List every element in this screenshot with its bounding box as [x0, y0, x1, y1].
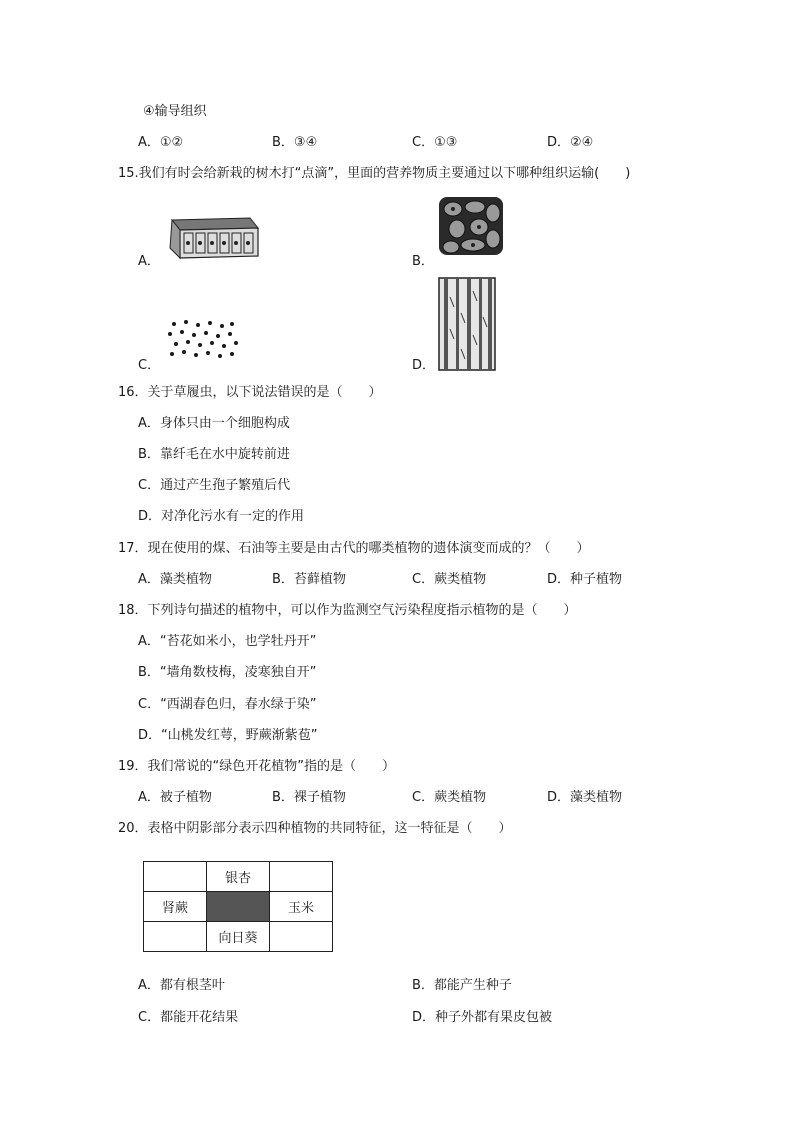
protective-tissue-icon [162, 214, 262, 262]
table-cell-empty [270, 862, 333, 892]
q15-stem: 15.我们有时会给新栽的树木打“点滴”，里面的营养物质主要通过以下哪种组织运输( ) [118, 166, 631, 181]
q16-option-d[interactable]: D．对净化污水有一定的作用 [138, 509, 305, 524]
q16-option-b[interactable]: B．靠纤毛在水中旋转前进 [138, 447, 290, 462]
q20-stem: 20．表格中阴影部分表示四种植物的共同特征，这一特征是（ ） [118, 821, 512, 836]
q18-option-d[interactable]: D．“山桃发红萼，野蕨渐紫苞” [138, 728, 318, 743]
plant-features-table [143, 861, 333, 952]
q17-stem: 17．现在使用的煤、石油等主要是由古代的哪类植物的遗体演变而成的？（ ） [118, 541, 590, 556]
table-cell-shaded [207, 892, 270, 922]
q19-option-a[interactable]: A．被子植物 [138, 790, 212, 805]
q14-option-b[interactable]: B．③④ [272, 135, 318, 150]
q18-stem: 18．下列诗句描述的植物中，可以作为监测空气污染程度指示植物的是（ ） [118, 603, 577, 618]
q15-option-c[interactable]: C． [138, 358, 161, 373]
q20-option-a[interactable]: A．都有根茎叶 [138, 978, 225, 993]
meristem-cells-icon [164, 318, 242, 364]
q15-option-b[interactable]: B． [412, 254, 434, 269]
q16-stem: 16．关于草履虫，以下说法错误的是（ ） [118, 385, 382, 400]
q20-option-d[interactable]: D．种子外都有果皮包被 [412, 1010, 553, 1025]
q20-option-b[interactable]: B．都能产生种子 [412, 978, 512, 993]
q14-option-d[interactable]: D．②④ [547, 135, 594, 150]
q14-item-4: ④输导组织 [143, 104, 207, 119]
q17-option-a[interactable]: A．藻类植物 [138, 572, 212, 587]
table-cell-ginkgo: 银杏 [207, 862, 270, 892]
q17-option-d[interactable]: D．种子植物 [547, 572, 623, 587]
q17-option-c[interactable]: C．蕨类植物 [412, 572, 487, 587]
table-cell-empty [144, 862, 207, 892]
conducting-vessels-icon [438, 277, 496, 371]
table-cell-empty [270, 922, 333, 952]
q18-option-c[interactable]: C．“西湖春色归，春水绿于染” [138, 697, 317, 712]
table-cell-sunflower: 向日葵 [207, 922, 270, 952]
q19-option-c[interactable]: C．蕨类植物 [412, 790, 487, 805]
q19-option-d[interactable]: D．藻类植物 [547, 790, 623, 805]
q15-option-a[interactable]: A． [138, 254, 160, 269]
table-cell-corn: 玉米 [270, 892, 333, 922]
q16-option-c[interactable]: C．通过产生孢子繁殖后代 [138, 478, 291, 493]
q19-option-b[interactable]: B．裸子植物 [272, 790, 346, 805]
q19-stem: 19．我们常说的“绿色开花植物”指的是（ ） [118, 759, 396, 774]
parenchyma-tissue-icon [435, 193, 507, 259]
q14-option-c[interactable]: C．①③ [412, 135, 458, 150]
table-cell-empty [144, 922, 207, 952]
table-cell-fern: 肾蕨 [144, 892, 207, 922]
q14-option-a[interactable]: A．①② [138, 135, 184, 150]
q18-option-b[interactable]: B．“墙角数枝梅，凌寒独自开” [138, 665, 317, 680]
q18-option-a[interactable]: A．“苔花如米小，也学牡丹开” [138, 634, 317, 649]
q17-option-b[interactable]: B．苔藓植物 [272, 572, 346, 587]
q15-option-d[interactable]: D． [412, 358, 436, 373]
q16-option-a[interactable]: A．身体只由一个细胞构成 [138, 416, 290, 431]
q20-option-c[interactable]: C．都能开花结果 [138, 1010, 239, 1025]
